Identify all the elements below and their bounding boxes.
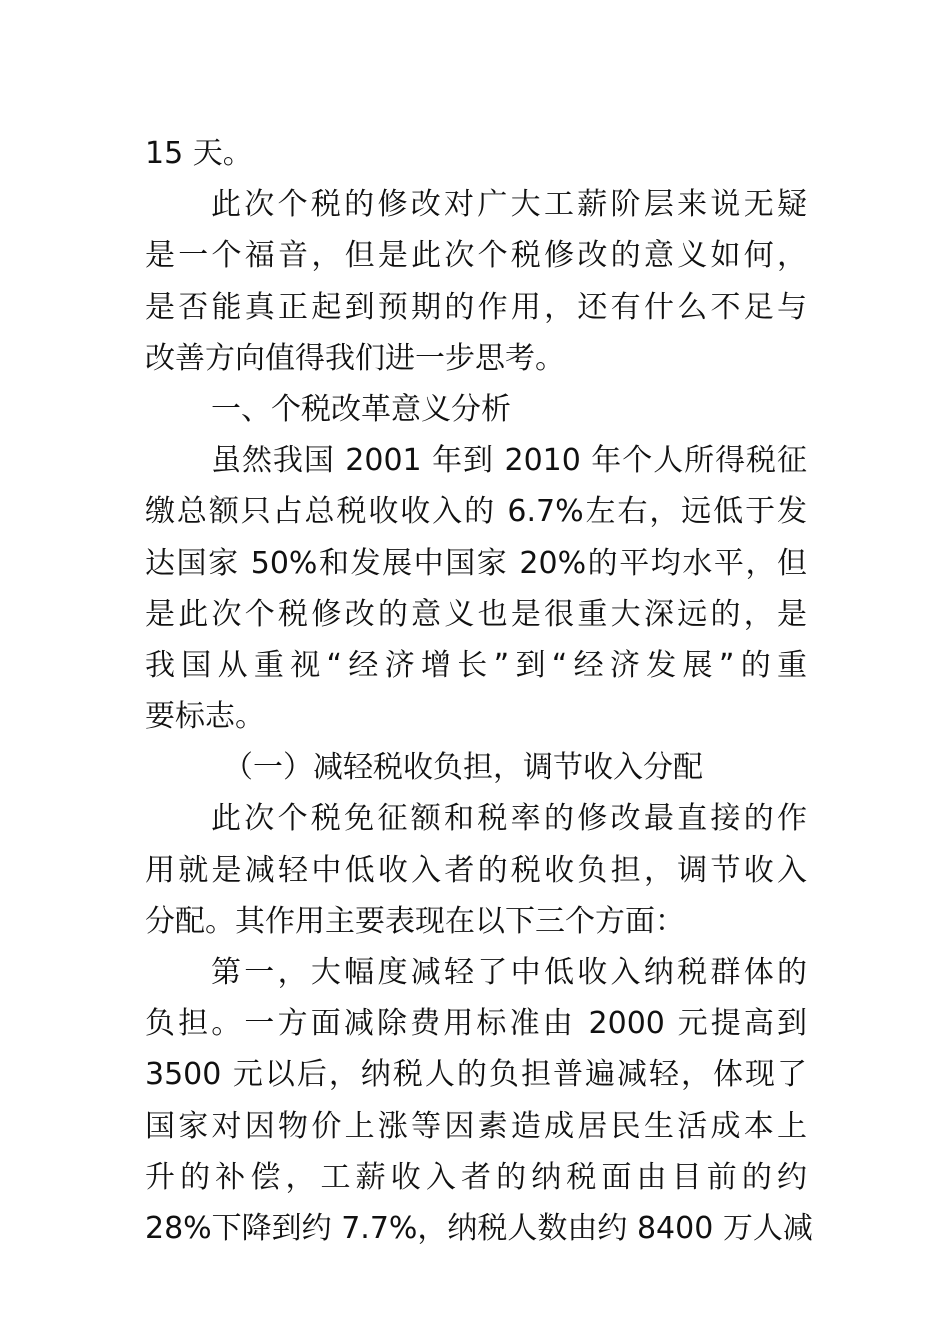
text-line: 是此次个税修改的意义也是很重大深远的，是 xyxy=(145,596,807,632)
text-line: 我国从重视“经济增长”到“经济发展”的重 xyxy=(145,647,807,683)
text-line: 3500 元以后，纳税人的负担普遍减轻，体现了 xyxy=(145,1057,807,1093)
text-line: 升的补偿，工薪收入者的纳税面由目前的约 xyxy=(145,1159,807,1195)
text-line: 是一个福音，但是此次个税修改的意义如何， xyxy=(145,238,807,274)
text-line: 28%下降到约 7.7%，纳税人数由约 8400 万人减 xyxy=(145,1210,813,1246)
paragraph-first-line: 此次个税的修改对广大工薪阶层来说无疑 xyxy=(211,187,807,223)
paragraph-first-line: 第一，大幅度减轻了中低收入纳税群体的 xyxy=(211,955,807,990)
text-line: 分配。其作用主要表现在以下三个方面： xyxy=(145,903,685,939)
text-line: 是否能真正起到预期的作用，还有什么不足与 xyxy=(145,289,807,325)
text-line: 要标志。 xyxy=(145,699,265,735)
paragraph-first-line: 此次个税免征额和税率的修改最直接的作 xyxy=(211,801,807,837)
text-line: 负担。一方面减除费用标准由 2000 元提高到 xyxy=(145,1006,807,1042)
section-heading: 一、个税改革意义分析 xyxy=(211,391,511,427)
document-body xyxy=(145,128,813,1254)
text-line: 达国家 50%和发展中国家 20%的平均水平，但 xyxy=(145,545,807,581)
text-line: 15 天。 xyxy=(145,136,253,171)
text-line: 改善方向值得我们进一步思考。 xyxy=(145,340,565,376)
text-line: 用就是减轻中低收入者的税收负担，调节收入 xyxy=(145,852,807,888)
subsection-heading: （一）减轻税收负担，调节收入分配 xyxy=(223,750,703,786)
paragraph-first-line: 虽然我国 2001 年到 2010 年个人所得税征 xyxy=(211,443,807,479)
text-line: 缴总额只占总税收收入的 6.7%左右，远低于发 xyxy=(145,494,807,530)
text-line: 国家对因物价上涨等因素造成居民生活成本上 xyxy=(145,1108,807,1144)
